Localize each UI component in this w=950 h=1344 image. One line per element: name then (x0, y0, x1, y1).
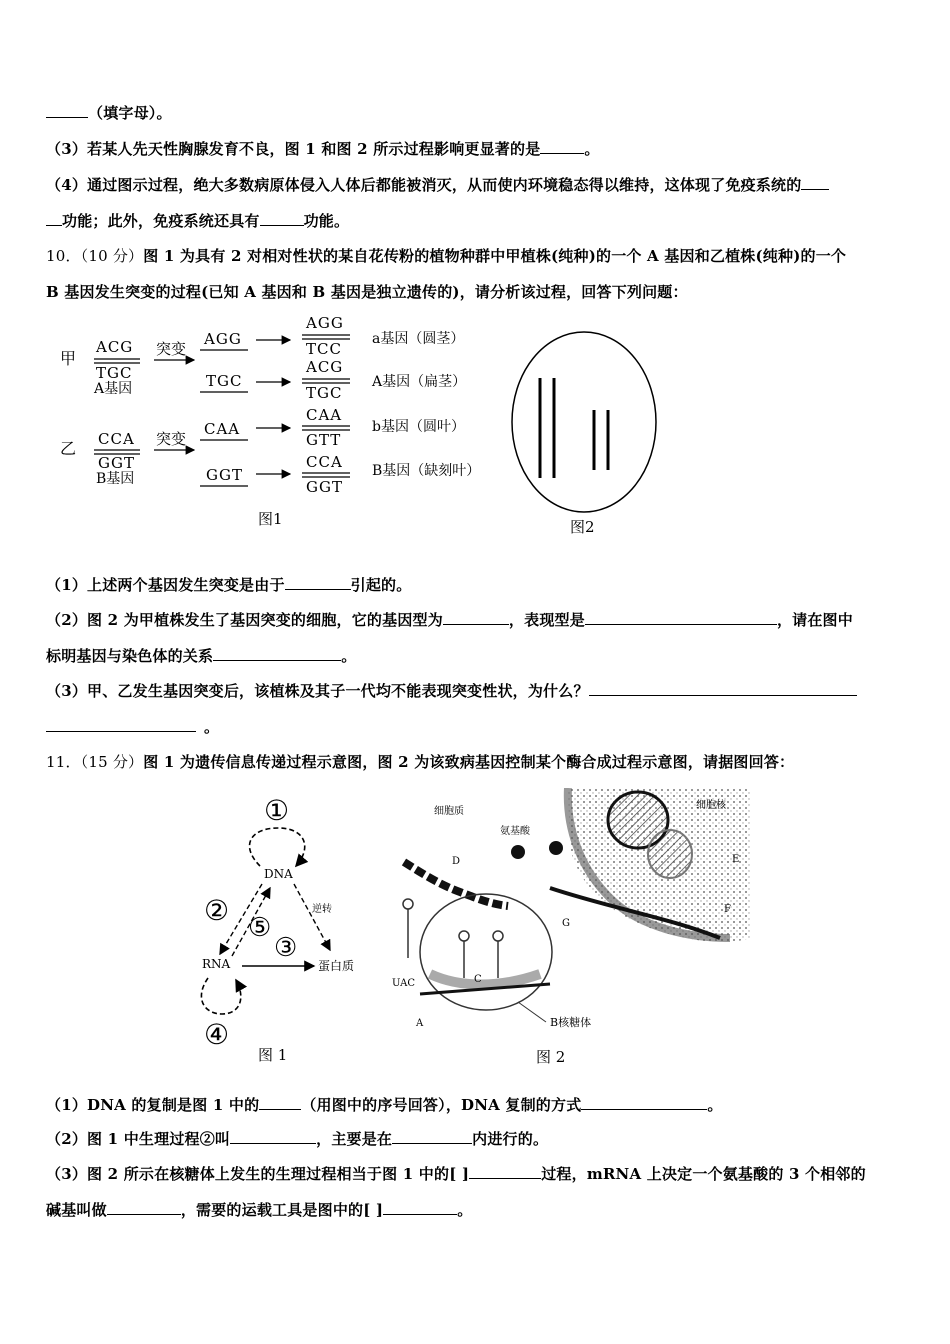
label-mutation-1: 突变 (156, 340, 187, 358)
caption-fig1: 图1 (258, 510, 283, 528)
answer-blank[interactable] (213, 646, 341, 661)
seq-tgc-2: TGC (206, 372, 243, 390)
question-11-3-cont: 碱基叫做 ，需要的运载工具是图中的[ ] 。 (46, 1201, 473, 1219)
seq-ggt-2: GGT (206, 466, 243, 484)
step-4-label: ④ (204, 1018, 230, 1051)
seq-acg-2: ACG (306, 358, 344, 376)
question-10-1: （1）上述两个基因发生突变是由于 引起的。 (46, 576, 412, 594)
answer-blank[interactable] (589, 681, 857, 696)
label-cytoplasm: 细胞质 (434, 806, 464, 817)
label-G: G (562, 918, 570, 929)
label-B-gene-notched: B基因（缺刻叶） (372, 463, 481, 479)
question-9-3: （3）若某人先天性胸腺发育不良，图 1 和图 2 所示过程影响更显著的是 。 (46, 140, 600, 158)
step-2-label: ② (204, 894, 230, 927)
question-10-2: （2）图 2 为甲植株发生了基因突变的细胞，它的基因型为 ，表现型是 ，请在图中 (46, 611, 853, 629)
cell-circle (512, 332, 656, 512)
label-C: C (474, 974, 482, 985)
answer-blank[interactable] (392, 1129, 472, 1144)
label-amino-acid: 氨基酸 (500, 826, 530, 837)
question-9-4: （4）通过图示过程，绝大多数病原体侵入人体后都能被消灭，从而使内环境稳态得以维持，这体现了免疫系统的 (46, 174, 829, 195)
question-11-2: （2）图 1 中生理过程②叫 ，主要是在 内进行的。 (46, 1130, 549, 1148)
answer-blank[interactable] (260, 211, 304, 226)
rna-node: RNA (202, 957, 231, 971)
label-A-gene-flat: A基因（扁茎） (372, 374, 467, 390)
label-yi: 乙 (60, 439, 77, 458)
answer-blank[interactable] (801, 175, 829, 190)
seq-ggt-3: GGT (306, 478, 343, 496)
label-A-gene: A基因 (94, 381, 133, 397)
answer-blank[interactable] (107, 1200, 181, 1215)
answer-blank[interactable] (581, 1095, 707, 1110)
seq-cca-2: CCA (306, 453, 343, 471)
step-3-label: ③ (274, 933, 298, 963)
question-11-3: （3）图 2 所示在核糖体上发生的生理过程相当于图 1 中的[ ] 过程，mRNA 上决定一个氨基酸的 3 个相邻的 (46, 1165, 866, 1183)
question-11-stem: 11．（15 分）图 1 为遗传信息传递过程示意图，图 2 为该致病基因控制某个酶合成过程示意图，请据图回答： (46, 753, 795, 771)
seq-acg: ACG (96, 338, 134, 356)
seq-ggt: GGT (98, 454, 135, 472)
question-10-3-cont: 。 (46, 716, 219, 737)
label-A: A (416, 1018, 424, 1029)
seq-agg: AGG (204, 330, 242, 348)
label-F: F (724, 904, 731, 915)
seq-tgc-3: TGC (306, 384, 343, 402)
answer-blank[interactable] (585, 610, 777, 625)
label-small: 逆转 (312, 904, 332, 915)
answer-blank[interactable] (46, 211, 62, 226)
answer-blank[interactable] (469, 1164, 541, 1179)
caption-fig1: 图 1 (258, 1046, 288, 1064)
step-1-label: ① (264, 794, 290, 827)
seq-tcc: TCC (306, 340, 342, 358)
question-9-4-cont: 功能；此外，免疫系统还具有 功能。 (46, 210, 349, 231)
label-a-gene-round: a基因（圆茎） (372, 331, 465, 347)
figure-gene-mutation (50, 310, 670, 540)
answer-blank[interactable] (46, 103, 88, 118)
seq-cca: CCA (98, 430, 135, 448)
figure-central-dogma (190, 788, 390, 1068)
figure-translation (390, 788, 760, 1068)
seq-tgc: TGC (96, 364, 133, 382)
question-11-1: （1）DNA 的复制是图 1 中的 （用图中的序号回答），DNA 复制的方式 。 (46, 1096, 723, 1114)
label-b-gene-round: b基因（圆叶） (372, 419, 465, 435)
label-D: D (452, 856, 461, 867)
line-fill-letter: （填字母）。 (46, 102, 172, 123)
answer-blank[interactable] (383, 1200, 457, 1215)
question-10-stem-cont: B 基因发生突变的过程(已知 A 基因和 B 基因是独立遗传的)，请分析该过程，回答下列问题： (46, 283, 688, 301)
label-nucleus: 细胞核 (696, 800, 726, 811)
protein-node: 蛋白质 (318, 959, 355, 973)
answer-blank[interactable] (46, 717, 196, 732)
label-jia: 甲 (60, 349, 77, 368)
label-B-gene: B基因 (96, 471, 135, 487)
question-10-stem: 10．（10 分）图 1 为具有 2 对相对性状的某自花传粉的植物种群中甲植株(纯种)的一个 A 基因和乙植株(纯种)的一个 (46, 247, 847, 265)
caption-fig2: 图 2 (536, 1048, 566, 1066)
question-10-3: （3）甲、乙发生基因突变后，该植株及其子一代均不能表现突变性状，为什么？ (46, 680, 857, 701)
answer-blank[interactable] (540, 139, 584, 154)
caption-fig2: 图2 (570, 518, 595, 536)
label-uac: UAC (392, 978, 415, 989)
label-ribosome: B核糖体 (550, 1016, 592, 1029)
question-10-2-cont: 标明基因与染色体的关系 。 (46, 647, 357, 665)
seq-gtt: GTT (306, 431, 342, 449)
label-mutation-2: 突变 (156, 430, 187, 448)
answer-blank[interactable] (259, 1095, 301, 1110)
answer-blank[interactable] (285, 575, 351, 590)
seq-caa: CAA (204, 420, 241, 438)
answer-blank[interactable] (443, 610, 509, 625)
label-E: E (732, 854, 740, 865)
seq-agg-top: AGG (306, 314, 344, 332)
seq-caa-top: CAA (306, 406, 343, 424)
answer-blank[interactable] (230, 1129, 316, 1144)
step-5-label: ⑤ (248, 913, 272, 943)
dna-node: DNA (264, 867, 293, 881)
